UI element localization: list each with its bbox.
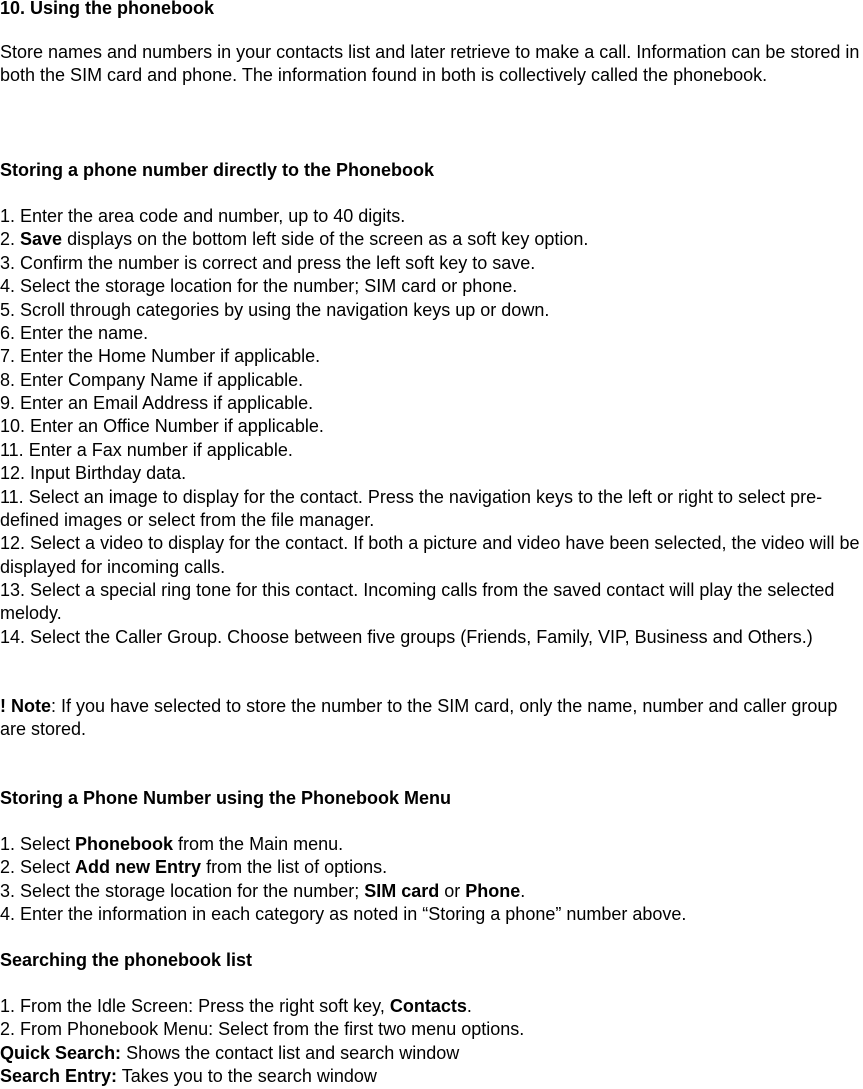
text-segment: 6. Enter the name. xyxy=(0,322,149,343)
store-menu-steps xyxy=(0,833,863,927)
text-segment: 1. Select xyxy=(0,834,76,854)
page-title: 10. Using the phonebook xyxy=(0,0,215,18)
list-item xyxy=(0,1065,863,1088)
text-segment: from the list of options. xyxy=(201,857,388,878)
list-item xyxy=(0,275,863,298)
list-item xyxy=(0,299,863,322)
section-heading-store-direct: Storing a phone number directly to the Phonebook xyxy=(0,160,435,180)
list-item xyxy=(0,903,863,926)
bold-term: SIM card xyxy=(364,880,440,901)
bold-term: Phone xyxy=(465,880,521,901)
text-segment: displays on the bottom left side of the screen as a soft key option. xyxy=(62,229,589,250)
store-direct-steps xyxy=(0,205,863,649)
text-segment: 13. Select a special ring tone for this contact. Incoming calls from the saved contact will play the selected melody. xyxy=(0,580,835,624)
text-segment: . xyxy=(520,880,526,901)
list-item xyxy=(0,1042,863,1065)
list-item xyxy=(0,439,863,462)
text-segment: 14. Select the Caller Group. Choose between five groups (Friends, Family, VIP, Business and Others.) xyxy=(0,626,813,647)
list-item xyxy=(0,579,863,626)
note-paragraph xyxy=(0,695,863,742)
text-segment: . xyxy=(466,996,472,1016)
search-steps xyxy=(0,995,863,1089)
bold-term: Save xyxy=(20,229,63,250)
text-segment: 2. xyxy=(0,229,21,250)
list-item xyxy=(0,228,863,251)
text-segment: 1. Enter the area code and number, up to 40 digits. xyxy=(0,206,406,226)
text-segment: 12. Select a video to display for the contact. If both a picture and video have been selected, the video will be displayed for incoming calls. xyxy=(0,533,860,577)
list-item xyxy=(0,833,863,856)
bold-term: Contacts xyxy=(389,996,467,1016)
text-segment: 5. Scroll through categories by using the navigation keys up or down. xyxy=(0,299,550,320)
list-item xyxy=(0,369,863,392)
text-segment: 2. Select xyxy=(0,857,76,878)
list-item xyxy=(0,322,863,345)
list-item xyxy=(0,532,863,579)
text-segment: : If you have selected to store the number to the SIM card, only the name, number and caller group are stored. xyxy=(0,696,838,740)
bold-term: Add new Entry xyxy=(75,857,202,878)
list-item xyxy=(0,856,863,879)
text-segment: 4. Enter the information in each category as noted in “Storing a phone” number above. xyxy=(0,904,687,925)
text-segment: 11. Enter a Fax number if applicable. xyxy=(0,439,293,460)
list-item xyxy=(0,486,863,533)
section-heading-search: Searching the phonebook list xyxy=(0,950,253,970)
text-segment: 7. Enter the Home Number if applicable. xyxy=(0,346,321,367)
bold-term: Search Entry: xyxy=(0,1066,118,1087)
list-item xyxy=(0,205,863,228)
text-segment: Takes you to the search window xyxy=(117,1066,377,1087)
list-item xyxy=(0,880,863,903)
text-segment: 9. Enter an Email Address if applicable. xyxy=(0,393,314,413)
text-segment: Shows the contact list and search window xyxy=(121,1042,460,1063)
bold-term: Quick Search: xyxy=(0,1042,122,1063)
intro-paragraph: Store names and numbers in your contacts list and later retrieve to make a call. Information can be stored in both the SIM card and phone. The information found in both is collectively called the phonebook. xyxy=(0,42,860,86)
list-item xyxy=(0,462,863,485)
text-segment: or xyxy=(439,880,466,901)
list-item xyxy=(0,1018,863,1041)
text-segment: 2. From Phonebook Menu: Select from the first two menu options. xyxy=(0,1019,525,1040)
text-segment: from the Main menu. xyxy=(173,834,344,854)
text-segment: 1. From the Idle Screen: Press the right soft key, xyxy=(0,996,390,1016)
list-item xyxy=(0,626,863,649)
section-heading-store-menu: Storing a Phone Number using the Phonebook Menu xyxy=(0,788,452,808)
list-item xyxy=(0,392,863,415)
text-segment: 11. Select an image to display for the contact. Press the navigation keys to the left or right to select pre-defined images or select from the file manager. xyxy=(0,486,823,530)
text-segment: 12. Input Birthday data. xyxy=(0,463,187,484)
text-segment: 10. Enter an Office Number if applicable. xyxy=(0,416,324,437)
text-segment: 4. Select the storage location for the number; SIM card or phone. xyxy=(0,276,518,297)
text-segment: 8. Enter Company Name if applicable. xyxy=(0,369,304,390)
text-segment: 3. Select the storage location for the number; xyxy=(0,880,365,901)
bold-term: Phonebook xyxy=(75,834,174,854)
list-item xyxy=(0,995,863,1018)
list-item xyxy=(0,345,863,368)
text-segment: 3. Confirm the number is correct and press the left soft key to save. xyxy=(0,252,536,273)
bold-term: ! Note xyxy=(0,696,51,716)
list-item xyxy=(0,252,863,275)
list-item xyxy=(0,415,863,438)
